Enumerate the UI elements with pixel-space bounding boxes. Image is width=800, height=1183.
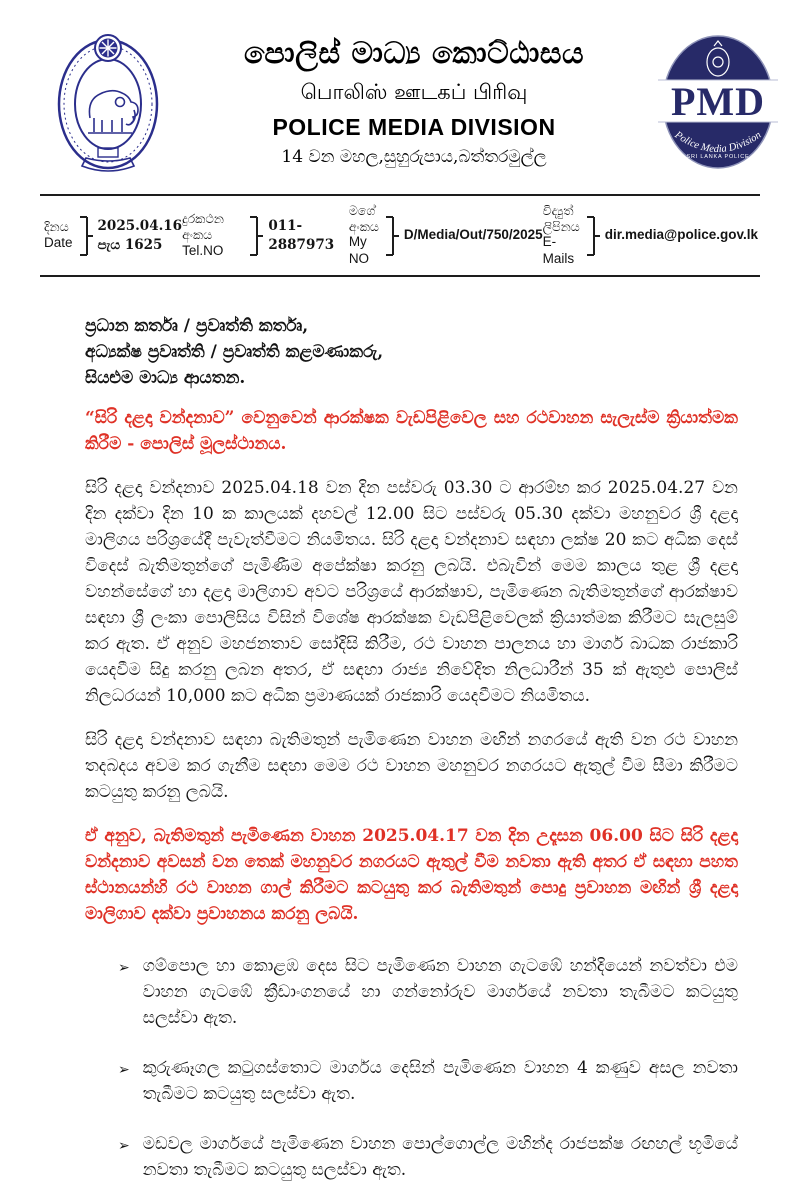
bracket-icon xyxy=(384,214,399,258)
svg-text:SRI LANKA POLICE: SRI LANKA POLICE xyxy=(686,154,750,160)
paragraph-security-arrangements: සිරි දළදා වන්දනාව 2025.04.18 වන දින පස්වරු 03.30 ට ආරම්භ කර 2025.04.27 වන දින දක්වා දින 10 ක කාලයක් දහවල් 12.00 සිට පස්වරු 05.30 දක්වා මහනුවර ශ්‍රී දළදා මාලිගය පරිශ්‍රයේදී පැවැත්වීමට නියමිතය. සිරි දළදා වන්දනාව සඳහා ලක්ෂ 20 කට අධික දෙස් විදෙස් බැතිමතුන්ගේ පැමිණීම අපේක්ෂා කරනු ලබයි. එබැවින් මෙම කාලය තුළ ශ්‍රී දළදා වහන්සේගේ හා දළදා මාලිගාව අවට පරිශ්‍රයේ ආරක්ෂාව, පැමිණෙන බැතිමතුන්ගේ ආරක්ෂාව සඳහා ශ්‍රී ලංකා පොලිසිය විසින් විශේෂ ආරක්ෂක වැඩපිළිවෙලක් ක්‍රියාත්මක කිරීමට සැලසුම් කර ඇත. ඒ අනුව මහජනතාව සෝදිසි කිරීම, රථ වාහන පාලනය හා මාර්ග බාධක රාජකාරි යෙදවීම සිදු කරනු ලබන අතර, ඒ සඳහා රාජ්‍ය නිවේදිත නිලධාරීන් 35 ක් ඇතුළු පොලිස් නිලධරයන් 10,000 කට අධික ප්‍රමාණයක් රාජකාරි යෙදවීමට නියමිතය. xyxy=(85,478,738,706)
email-label: විද්‍යුත් ලිපිනය E-Mails xyxy=(542,203,580,267)
division-title-tamil: பொலிஸ் ஊடகப் பிரிவு xyxy=(300,80,528,104)
bullet-text: මඩවල මාර්ගයේ පැමිණෙන වාහන පොල්ගොල්ල මහින්ද රාජපක්ෂ රඟහල් භූමියේ නවතා තැබීමට කටයුතු සලස්වා ඇත. xyxy=(142,1134,738,1180)
arrow-bullet-icon: ➢ xyxy=(118,1062,130,1078)
telephone-label: දුරකථන අංකය Tel.NO xyxy=(182,211,224,258)
reference-info-bar xyxy=(40,194,760,277)
subject-heading: “සිරි දළදා වන්දනාව” වෙනුවෙන් ආරක්ෂක වැඩපිළිවෙල සහ රථවාහන සැලැස්ම ක්‍රියාත්මක කිරීම - පොලිස් මූලස්ථානය. xyxy=(85,408,738,454)
recipient-line: අධ්‍යක්ෂ ප්‍රවෘත්ති / ප්‍රවෘත්ති කළමණාකරු, xyxy=(85,342,384,362)
letter-body xyxy=(0,313,800,1183)
email-field xyxy=(543,203,758,268)
bracket-icon xyxy=(78,214,93,258)
my-number-field xyxy=(349,203,543,268)
svg-text:PMD: PMD xyxy=(670,79,766,124)
recipient-line: සියළුම මාධ්‍ය ආයතන. xyxy=(85,368,246,388)
recipient-block xyxy=(85,313,738,391)
paragraph-vehicle-restriction: ඒ අනුව, බැතිමතුන් පැමිණෙන වාහන 2025.04.17 වන දින උදෑසන 06.00 සිට සිරි දළදා වන්දනාව අවසන් වන තෙක් මහනුවර නගරයට ඇතුල් වීම නවතා ඇති අතර ඒ සඳහා පහත ස්ථානයන්හි රථ වාහන ගාල් කිරීමට කටයුතු කර බැතිමතුන් පොදු ප්‍රවාහන මඟින් ශ්‍රී දළදා මාලිගාව දක්වා ප්‍රවාහනය කරනු ලබයි. xyxy=(85,826,738,924)
letterhead-titles xyxy=(170,26,658,167)
paragraph-traffic-limit: සිරි දළදා වන්දනාව සඳහා බැතිමතුන් පැමිණෙන වාහන මඟින් නගරයේ ඇති වන රථ වාහන තදබදය අවම කර ගැනීම සඳහා මෙම රථ වාහන මහනුවර නගරයට ඇතුල් වීම සීමා කිරීමට කටයුතු කරනු ලබයි. xyxy=(85,730,738,802)
division-title-english: POLICE MEDIA DIVISION xyxy=(272,114,556,140)
telephone-value: 011-2887973 xyxy=(268,218,335,253)
bracket-icon xyxy=(585,214,600,258)
arrow-bullet-icon: ➢ xyxy=(118,960,130,976)
list-item xyxy=(118,1131,738,1183)
date-label: දිනය Date xyxy=(44,219,73,250)
telephone-field xyxy=(182,211,349,259)
list-item xyxy=(118,1055,738,1107)
pmd-logo-icon xyxy=(658,32,778,172)
arrow-bullet-icon: ➢ xyxy=(118,1138,130,1154)
date-value: 2025.04.16 පැය 1625 xyxy=(97,218,183,253)
list-item xyxy=(118,953,738,1031)
letterhead xyxy=(0,0,800,182)
division-title-sinhala: පොලිස් මාධ්‍ය කොට්ඨාසය xyxy=(243,36,585,71)
email-value: dir.media@police.gov.lk xyxy=(604,227,758,243)
my-number-label: මගේ අංකය My NO xyxy=(348,203,379,267)
bullet-text: ගම්පොල හා කොළඹ දෙස සිට පැමිණෙන වාහන ගැටඹේ හන්දියෙන් නවත්වා එම වාහන ගැටඹේ ක්‍රීඩාංගනයේ හා ගන්නෝරුව මාර්ගයේ නවතා තැබීමට කටයුතු සලස්වා ඇත. xyxy=(142,956,738,1028)
svg-text:Police Media Division: Police Media Division xyxy=(672,129,764,156)
pmd-logo xyxy=(658,26,782,176)
recipient-line: ප්‍රධාන කර්තෘ / ප්‍රවෘත්ති කර්තෘ, xyxy=(85,316,309,336)
bracket-icon xyxy=(248,214,263,258)
police-crest-icon xyxy=(52,26,164,178)
my-number-value: D/Media/Out/750/2025 xyxy=(403,227,543,243)
bullet-text: කුරුණෑගල කටුගස්තොට මාර්ගය දෙසින් පැමිණෙන වාහන 4 කණුව අසල නවතා තැබීමට කටයුතු සලස්වා ඇත. xyxy=(142,1058,738,1104)
date-field xyxy=(44,214,182,258)
division-address: 14 වන මහල,සුහුරුපාය,බත්තරමුල්ල xyxy=(281,147,547,167)
police-crest-logo xyxy=(52,26,170,182)
parking-locations-list xyxy=(85,953,738,1183)
